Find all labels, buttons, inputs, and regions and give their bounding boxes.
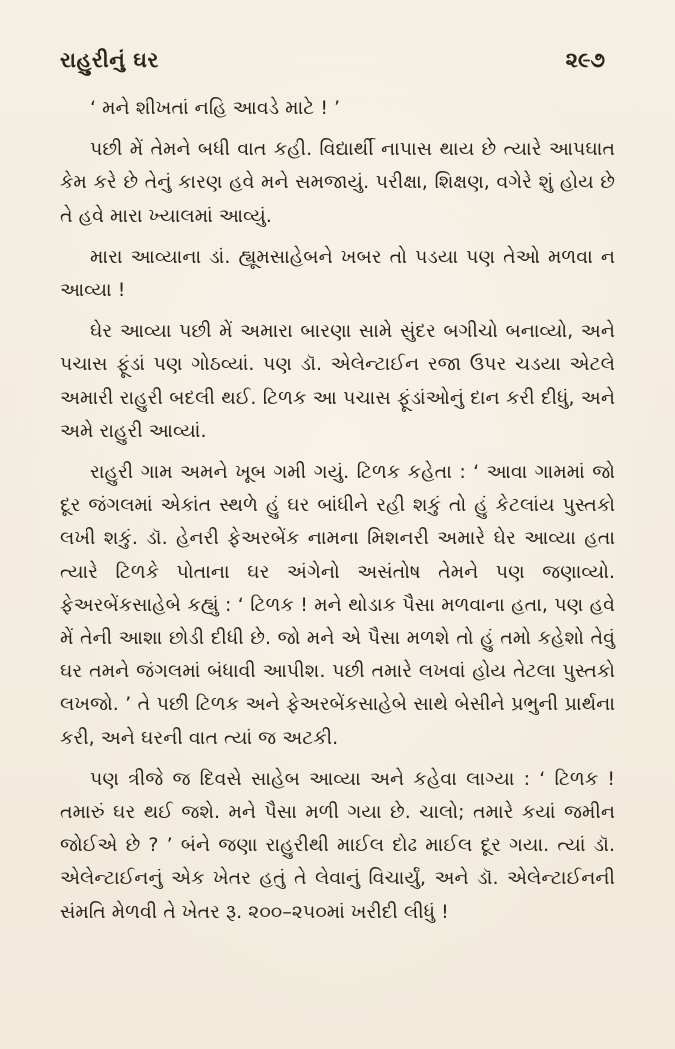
page-number: ૨૯૭	[565, 48, 605, 72]
paragraph: ઘેર આવ્યા પછી મેં અમારા બારણા સામે સુંદર બગીચો બનાવ્યો, અને પચાસ ફૂંડાં પણ ગોઠવ્યાં. પણ ડૉ. એલેન્ટાઈન રજા ઉપર ચડયા એટલે અમારી રાહુરી બદલી થઈ. ટિળક આ પચાસ ફૂંડાંઓનું દાન કરી દીધું, અને અમે રાહુરી આવ્યાં.	[60, 320, 615, 442]
paragraph: રાહુરી ગામ અમને ખૂબ ગમી ગયું. ટિળક કહેતા : ‘ આવા ગામમાં જો દૂર જંગલમાં એકાંત સ્થળે હું ઘર બાંધીને રહી શકું તો હું કેટલાંય પુસ્તકો લખી શકું. ડૉ. હેનરી ફેઅરબેંક નામના મિશનરી અમારે ઘેર આવ્યા હતા ત્યારે ટિળકે પોતાના ઘર અંગેનો અસંતોષ તેમને પણ જણાવ્યો. ફેઅરબેંકસાહેબે કહ્યું : ‘ ટિળક ! મને થોડાક પૈસા મળવાના હતા, પણ હવે મેં તેની આશા છોડી દીધી છે. જો મને એ પૈસા મળશે તો હું તમો કહેશો તેવું ઘર તમને જંગલમાં બંધાવી આપીશ. પછી તમારે લખવાં હોય તેટલા પુસ્તકો લખજો. ’ તે પછી ટિળક અને ફેઅરબેંકસાહેબે સાથે બેસીને પ્રભુની પ્રાર્થના કરી, અને ઘરની વાત ત્યાં જ અટકી.	[60, 461, 615, 749]
paragraph: પછી મેં તેમને બધી વાત કહી. વિદ્યાર્થી નાપાસ થાય છે ત્યારે આપઘાત કેમ કરે છે તેનું કારણ હવે મને સમજાયું. પરીક્ષા, શિક્ષણ, વગેરે શું હોય છે તે હવે મારા ખ્યાલમાં આવ્યું.	[60, 138, 615, 227]
paragraph: મારા આવ્યાના ડાં. હ્યૂમસાહેબને ખબર તો પડયા પણ તેઓ મળવા ન આવ્યા !	[60, 245, 615, 302]
body-text	[60, 92, 615, 937]
paragraph: ‘ મને શીખતાં નહિ આવડે માટે ! ’	[90, 97, 341, 119]
paragraph: પણ ત્રીજે જ દિવસે સાહેબ આવ્યા અને કહેવા લાગ્યા : ‘ ટિળક ! તમારું ઘર થઈ જશે. મને પૈસા મળી ગયા છે. ચાલો; તમારે કયાં જમીન જોઈએ છે ? ’ બંને જણા રાહુરીથી માઈલ દોઢ માઈલ દૂર ગયા. ત્યાં ડૉ. એલેન્ટાઈનનું એક ખેતર હતું તે લેવાનું વિચાર્યું, અને ડૉ. એલેન્ટાઈનની સંમતિ મેળવી તે ખેતર રૂ. ૨૦૦–૨૫૦માં ખરીદી લીધું !	[60, 767, 615, 923]
running-title: રાહુરીનું ઘર	[60, 48, 159, 72]
